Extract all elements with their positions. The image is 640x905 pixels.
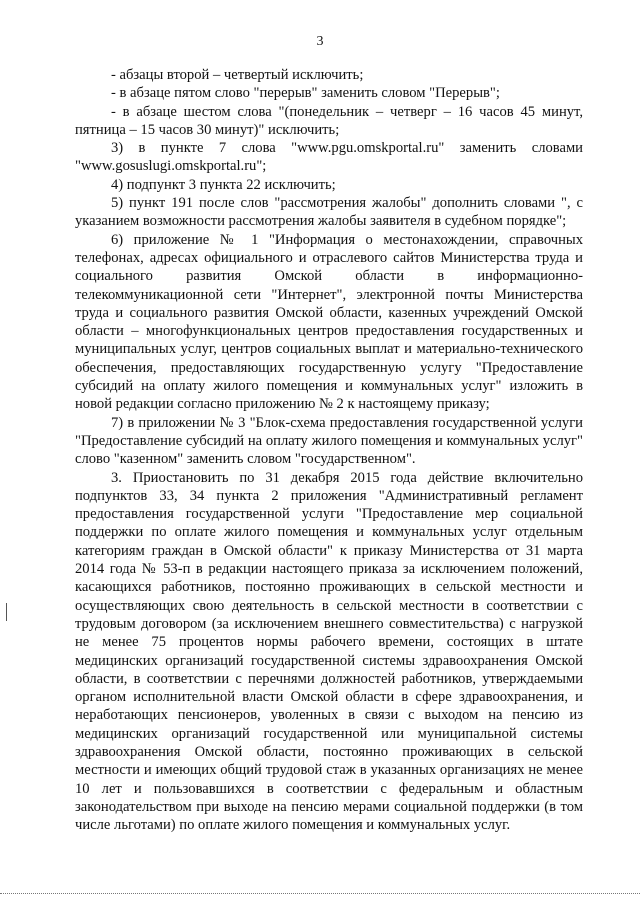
paragraph-8: 7) в приложении № 3 "Блок-схема предоставления государственной услуги "Предоставление субсидий на оплату жилого помещения и коммунальных услуг" слово "казенном" заменить словом "государственном". <box>75 414 583 468</box>
paragraph-2: - в абзаце пятом слово "перерыв" заменить словом "Перерыв"; <box>111 85 500 102</box>
paragraph-4: 3) в пункте 7 слова "www.pgu.omskportal.ru" заменить словами "www.gosuslugi.omskportal.ru"; <box>75 140 583 175</box>
page-number: 3 <box>316 34 324 49</box>
document-body <box>75 66 583 834</box>
paragraph-3: - в абзаце шестом слова "(понедельник – четверг – 16 часов 45 минут, пятница – 15 часов 30 минут)" исключить; <box>75 103 583 138</box>
paragraph-9: 3. Приостановить по 31 декабря 2015 года действие включительно подпунктов 33, 34 пункта 2 приложения "Административный регламент предоставления государственной услуги "Предоставление мер социальной поддержки по оплате жилого помещения и коммунальных услуг отдельным категориям граждан в Омской области" к приказу Министерства от 31 марта 2014 года № 53-п в редакции настоящего приказа за исключением положений, касающихся работников, постоянно проживающих в сельской местности и осуществляющих свою деятельность в сельской местности в соответствии с трудовым договором (за исключением внешнего совместительства) с нагрузкой не менее 75 процентов нормы рабочего времени, состоящих в штате медицинских организаций государственной системы здравоохранения Омской области, в соответствии с перечнями должностей работников, утверждаемыми органом исполнительной власти Омской области в сфере здравоохранения, и неработающих пенсионеров, уволенных в связи с выходом на пенсию из медицинских организаций государственной или муниципальной системы здравоохранения Омской области, постоянно проживающих в сельской местности и имеющих общий трудовой стаж в указанных организациях не менее 10 лет и пользовавшихся в соответствии с федеральным и областным законодательством при выходе на пенсию мерами социальной поддержки (в том числе льготами) по оплате жилого помещения и коммунальных услуг. <box>75 469 583 834</box>
paragraph-7: 6) приложение № 1 "Информация о местонахождении, справочных телефонах, адресах официального и отраслевого сайтов Министерства труда и социального развития Омской области в информационно-телекоммуникационной сети "Интернет", электронной почты Министерства труда и социального развития Омской области, казенных учреждений Омской области – многофункциональных центров предоставления государственных и муниципальных услуг, центров социальных выплат и материально-технического обеспечения, предоставляющих государственную услугу "Предоставление субсидий на оплату жилого помещения и коммунальных услуг" изложить в новой редакции согласно приложению № 2 к настоящему приказу; <box>75 231 583 413</box>
paragraph-5: 4) подпункт 3 пункта 22 исключить; <box>111 176 336 193</box>
paragraph-6: 5) пункт 191 после слов "рассмотрения жалобы" дополнить словами ", с указанием возможности рассмотрения жалобы заявителя в судебном порядке"; <box>75 195 583 230</box>
scan-margin-mark <box>6 603 9 621</box>
paragraph-1: - абзацы второй – четвертый исключить; <box>111 67 364 83</box>
scan-bottom-edge <box>0 893 640 894</box>
